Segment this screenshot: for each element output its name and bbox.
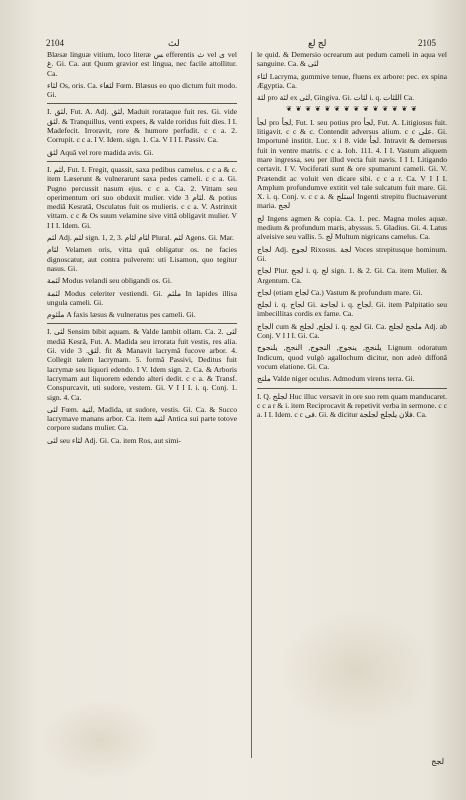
dictionary-entry: ﻟﺠﺎﺝ Plur. ﻟﺠﺞ i. q. ﻟﺞ sign. 1. & 2. Gi. Ca. item Mulier. & Argentum. Ca.	[257, 266, 447, 285]
dictionary-entry: ﻣﻠﺘﺞ Valde niger oculus. Admodum virens terra. Gi.	[257, 374, 415, 384]
dictionary-entry: ﻟﺜﺎﺀ Os, oris. Ca. ﻟﺜﻐﺎﺀ Fœm. Blæsus eo quo dictum fuit modo. Gi.	[47, 80, 237, 100]
dictionary-entry: ﻟﺞ Ingens agmen & copia. Ca. 1. pec. Magna moles aquæ. medium & profundum maris, abyssus. 5. Gladius. Gi. 4. Latus alveisive seu vallis. 5. ﻟﺞ Multum nigricans camelus. Ca.	[257, 213, 447, 242]
dictionary-entry: ﻟﺜﻢ Adj. ﻟﺜﻢ sign. 1, 2, 3. ﻟﺜﺎﻡ ﻟﺜﺎﻡ Plural. ﻟﺜﻢ Agens. Gi. Mar.	[47, 233, 234, 243]
dictionary-entry: ﻟﺜﻖ Aquâ vel rore madida avis. Gi.	[47, 147, 154, 157]
dictionary-entry: ﻟﺠﺎﺝ Adj. ﻟﺠﻮﺝ Rixosus. ﻟﺠﺔ Voces strepitusque hominum. Gi.	[257, 244, 447, 263]
dictionary-entry: ﻳﻠﻨﺠﺞ, ﻳﻨﺠﻮﺝ, ﺍﻟﻨﺠﻮﺝ, ﺍﻟﻨﺠﺞ, ﻳﻠﻨﺠﻮﺝ Lignum odoratum Indicum, quod vulgò agallochum dicitur, non adeò diffonâ vocum elatione. Gi. Ca.	[257, 343, 447, 371]
section-rule	[47, 161, 237, 162]
dictionary-entry: Blæsæ linguæ vitium, loco literæ ﺲ efferentis ﺙ vel ﻯ vel ﻍ. Gi. Ca. aut Quum gravior est lingua, nec facile attollitur. Ca.	[47, 50, 237, 78]
dictionary-entry: ﻟﺠﻠﺞ i. q. ﻟﺠﺎﺝ Gi. ﻟﺠﺎﺟﺔ i. q. ﻟﺠﺎﺝ. Gi. item Palpitatio seu imbecillitas cordis ex fame. Ca.	[257, 300, 447, 319]
dictionary-entry: ﻟﺜﻤﺔ Modus celeriter vestiendi. Gi. ﻣﻠﺜﻢ In lapides illisa ungula cameli. Gi.	[47, 288, 237, 307]
dictionary-entry: ﺍﻟﺠﺎﺝ cum & ﻟﺠﻠﺞ, ﻟﺠﻠﺞ i. q. ﻟﺠﺞ Gi. Ca. ﻣﻠﺠﺞ ﻟﺠﻠﺞ Adj. ab Conj. V I I I. Gi. Ca.	[257, 321, 447, 341]
section-rule	[47, 323, 237, 324]
dictionary-entry: ﻟﺜﻰ Fœm. ﻟﺜﻴﺔ, Madida, ut sudore, vestis. Gi. Ca. & Succo lacrymave manans arbor. Ca. item ﻟﺜﻴﺔ Antica sui parte totove corpore sudans mulier. Ca.	[47, 404, 237, 433]
page-number-left: 2104	[46, 38, 64, 48]
left-column	[47, 50, 237, 760]
dictionary-entry: I. ﻟﺜﻰ Sensim bibit aquam. & Valde lambit ollam. Ca. 2. ﻟﺜﻰ mediâ Kesrâ, Fut. A. Madida seu irrorata fuit vestis, res alia. Gi. vide ﻟﺜﻖ. 3. fit & Manavit lacrymâ fucove arbor. 4. Collegit talem lacrymam. 5. formâ Passivi, Deditus fuit lacrymæ seu liquori edendo. I V. Idem sign. 2. Ca. & Arboris lacrymam aut liquorem edendo alteri dedit. c c a. & Transf. Conspurcavit, uti sudore, vestem. Gi. V I I I. i. q. Conj. 1. sign. 4. Ca.	[47, 327, 237, 402]
ornamental-rule: ❦ ❦ ❦ ❦ ❦ ❦ ❦ ❦ ❦ ❦ ❦ ❦ ❦ ❦	[286, 105, 418, 114]
dictionary-entry: I. ﻟﺜﻢ, Fut. I. Fregit, quassit, saxa pedibus camelus. c c a & c. item Læserunt & vulnerarunt saxa pedes cameli. c c a. Gi. Pugno percussit nasum ejus. c c a. Ca. 2. Vittam seu operimentum ori suo obduxit mulier. vide ﻟﺜﺎﻡ 3. & potius mediâ Kesratâ, Osculatus fuit os mulieris. c c a. V. Astrinxit vittam. c c & Os suum velamine sive vittâ obligavit mulier. V I I I. Idem. Gi.	[47, 164, 237, 230]
dictionary-entry: ﻟﺜﻤﺔ Modus velandi seu obligandi os. Gi.	[47, 276, 172, 286]
dictionary-entry: ﻟﺠﺎﺝ (etiam ﻟﺠﺎﺝ Ca.) Vastum & profundum mare. Gi.	[257, 287, 423, 297]
running-head-left: لث	[168, 38, 180, 48]
dictionary-entry: le quid. & Demersio ocrearum aut pedum cameli in aqua vel sanguine. Ca. & ﻟﺜﻰ	[257, 50, 447, 69]
running-head-right: لج لع	[308, 38, 327, 48]
right-column	[257, 50, 447, 760]
dictionary-entry: ﻟﺠﺄ pro ﻟﺠﺄ, Fut. I. seu potius pro ﻟﺠﺄ, Fut. A. Litigiosus fuit. litigavit. c c & c. Contendit adversus alium. c c ﻋﻠﻰ. Gi. Importunè institit. Luc. x i 8. vide ﻟﺠﺄ. Intravit & demersus fuit in ventre matris. c c a. Ioh. 111. 4. I I. Vastum aliquem mare ingressa, seu per illud vecta fuit navis. I I I. Litigando certavit. I V. Vociferati sunt & ore spumarunt cameli. Gi. V. Prætendit ac voluit ven dicare sibi. c c a r. Ca. V I I I. Amplum profundumve extitit vel tale sulcatum fuit mare. Gi. X. i. q. Conj. v. c c a. & ﺍﺳﺘﻠﺞ Ingenti strepitu fluctuaverunt maria. ﻟﺠﺞ	[257, 117, 447, 211]
dictionary-entry: I. ﻟﺜﻖ, Fut. A. Adj. ﻟﺜﻖ, Maduit rorataque fuit res. Gi. vide ﻟﺜﻖ. & Tranquillus, venti expers, & valde roridus fuit dies. I I. Madefecit. Irroravit, rore & humore perfudit. c c a. 2. Corrupit. c c a. I V. Idem. sign. 1. Ca. V I I I. Passiv. Ca.	[47, 107, 237, 145]
dictionary-entry: ﻟﺜﺎﻡ Velamen oris, vitta quâ obligatur os. ne facies dignoscatur, aut contra pulverem: uti Lisamon, quo tegitur nasus. Gi.	[47, 245, 237, 273]
page-number-right: 2105	[418, 38, 436, 48]
section-rule	[47, 103, 237, 104]
column-rule	[251, 52, 252, 758]
catchword: ﻟﺠﺞ	[431, 757, 444, 766]
section-rule	[257, 388, 447, 389]
dictionary-entry: ﻟﺜﻰ seu ﻟﺜﺎﺀ Adj. Gi. Ca. item Ros, aut simi-	[47, 435, 181, 445]
dictionary-entry: ﻣﻠﺜﻮﻡ A faxis læsus & vulneratus pes cameli. Gi.	[47, 310, 196, 320]
dictionary-entry: I. Q. ﻟﺠﻠﺞ Huc illuc versavit in ore suo rem quam manducaret. c c a r & i. item Reciprocavit & repetivit verba in sermone. c c a. I I. Idem. c c ﻓﻰ. Gi. & dicitur ﻓﻼﻥ ﻳﻠﺠﻠﺞ ﻟﺠﻠﺠﺔ. Ca.	[257, 391, 447, 420]
dictionary-entry: ﻟﺜﺎﺀ Lacryma, gummive tenue, fluens ex arbore: pec. ex spina Ægyptia. Ca.	[257, 71, 447, 90]
dictionary-entry: ﻟﺜﺔ pro ﻟﺜﺔ ex ﻟﺜﻰ, Gingiva. Gi. ﻟﺜﺎﺕ i. q. ﺍﻟﻠﺜﺎﺕ Ca.	[257, 93, 415, 103]
